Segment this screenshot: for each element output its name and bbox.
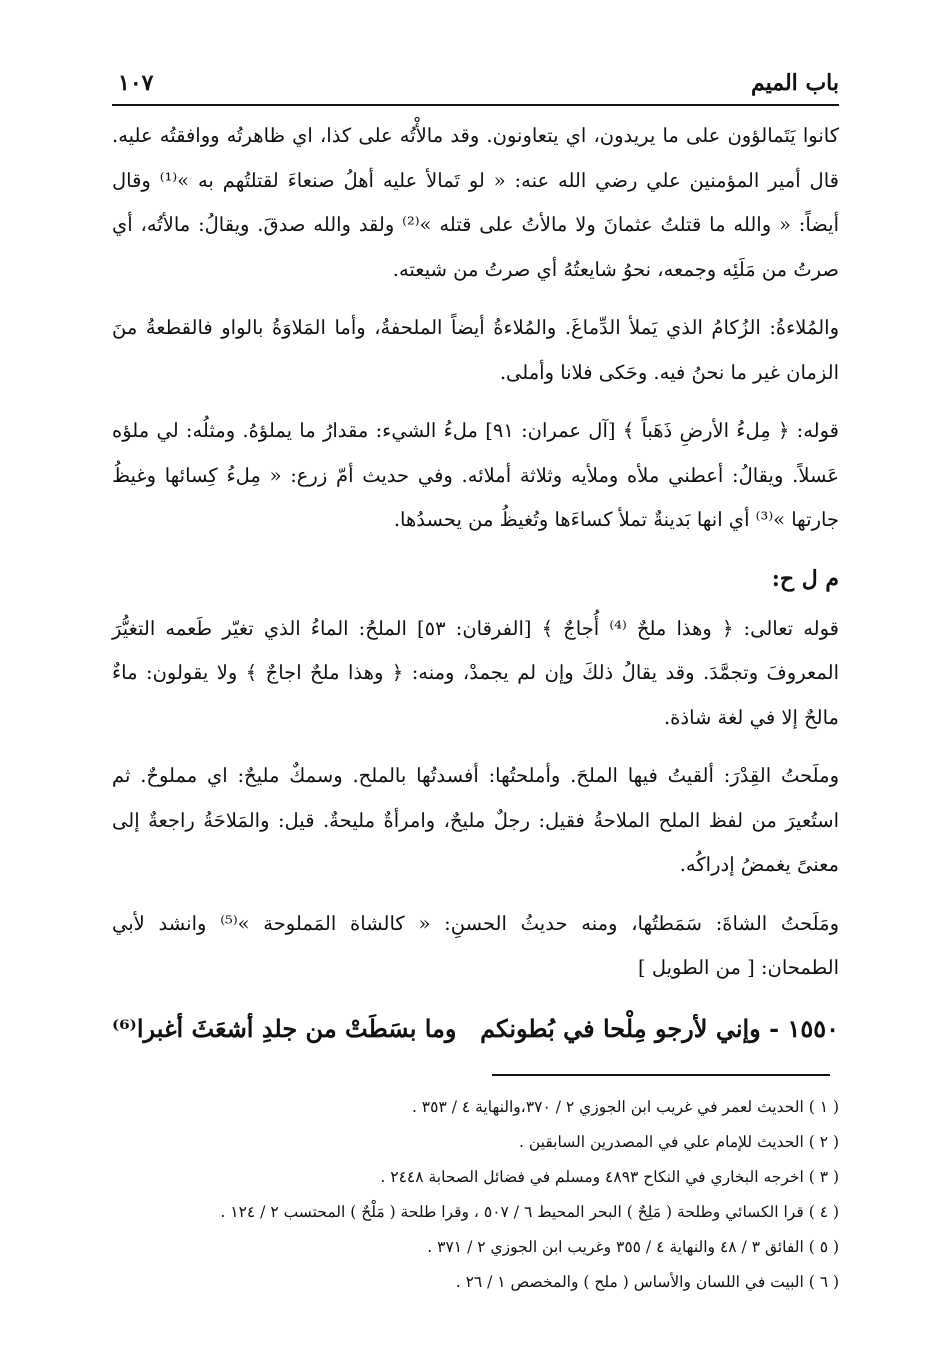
footnotes bbox=[112, 1090, 839, 1300]
paragraph: قوله: ﴿ مِلءُ الأرضِ ذَهَباً ﴾ [آل عمران: ٩١] ملءُ الشيء: مقدارُ ما يملؤهُ. ومثلُه: لي ملؤه عَسلاً. ويقالُ: أعطني ملأه وملأيه وثلاثة أملائه. وفي حديث أمّ زرع: « مِلءُ كِسائها وغيظُ جارتها »⁽³⁾ أي انها بَدينةٌ تملأ كساءَها وتُغيظُ من يحسدُها. bbox=[112, 419, 839, 531]
paragraph: قوله تعالى: ﴿ وهذا ملحٌ ⁽⁴⁾ أُجاجٌ ﴾ [الفرقان: ٥٣] الملحُ: الماءُ الذي تغيّر طَعمه التغيُّرَ المعروفَ وتجمَّدَ. وقد يقالُ ذلكَ وإن لم يجمدْ، ومنه: ﴿ وهذا ملحٌ اجاجٌ ﴾ ولا يقولون: ماءٌ مالحٌ إلا في لغة شاذة. bbox=[112, 616, 839, 729]
footnote: ( ٥ ) الفائق ٣ / ٤٨ والنهاية ٤ / ٣٥٥ وغريب ابن الجوزي ٢ / ٣٧١ . bbox=[427, 1238, 839, 1256]
main-text bbox=[112, 114, 839, 1053]
footnote: ( ٢ ) الحديث للإمام علي في المصدرين السابقين . bbox=[518, 1133, 839, 1151]
page-number: ١٠٧ bbox=[118, 70, 154, 96]
verse-hemistich-2: وما بسَطَتْ من جلدِ أشعَثَ أغبرا⁽⁶⁾ bbox=[112, 1013, 457, 1043]
footnote: ( ٣ ) اخرجه البخاري في النكاح ٤٨٩٣ ومسلم في فضائل الصحابة ٢٤٤٨ . bbox=[380, 1168, 839, 1186]
paragraph: وملَحتُ القِدْرَ: ألقيتُ فيها الملحَ. وأملحتُها: أفسدتُها بالملح. وسمكٌ مليحٌ: اي مملوحٌ. ثم استُعيرَ من لفظ الملح الملاحةُ فقيل: رجلٌ مليحٌ، وامرأةٌ مليحةٌ. قيل: والمَلاحَةُ راجعةٌ إلى معنىً يغمضُ إدراكُه. bbox=[112, 764, 839, 876]
verse-hemistich-1: ١٥٥٠ - وإني لأرجو مِلْحا في بُطونكم bbox=[480, 1013, 839, 1043]
footnote: ( ٦ ) البيت في اللسان والأساس ( ملح ) والمخصص ١ / ٢٦ . bbox=[455, 1273, 839, 1291]
paragraph: كانوا يَتَمالؤون على ما يريدون، اي يتعاونون. وقد مالأْتُه على كذا، اي ظاهرتُه ووافقتُه عليه. قال أمير المؤمنين علي رضي الله عنه: « لو تَمالأ عليه أهلُ صنعاءَ لقتلتُهم به »⁽¹⁾ وقال أيضاً: « والله ما قتلتُ عثمانَ ولا مالأتُ على قتله »⁽²⁾ ولقد والله صدقَ. ويقالُ: مالأتُه، أي صرتُ من مَلَئِه وجمعه، نحوُ شايعتُهُ أي صرتُ من شيعته. bbox=[112, 124, 840, 281]
header-rule bbox=[112, 104, 839, 106]
footnote: ( ١ ) الحديث لعمر في غريب ابن الجوزي ٢ / ٣٧٠،والنهاية ٤ / ٣٥٣ . bbox=[411, 1098, 839, 1116]
poetry-verse bbox=[112, 1005, 839, 1053]
section-heading: م ل ح: bbox=[771, 565, 839, 592]
paragraph: ومَلَحتُ الشاةَ: سَمَطتُها، ومنه حديثُ الحسنِ: « كالشاة المَملوحة »⁽⁵⁾ وانشد لأبي الطمحان: [ من الطويل ] bbox=[112, 911, 839, 979]
chapter-title: باب الميم bbox=[750, 70, 839, 96]
footnote: ( ٤ ) قرا الكسائي وطلحة ( مَلِحٌ ) البحر المحيط ٦ / ٥٠٧ ، وقرا طلحة ( مَلْحٌ ) المحتسب ٢ / ١٢٤ . bbox=[220, 1203, 839, 1221]
footnote-rule bbox=[492, 1074, 830, 1076]
paragraph: والمُلاءةُ: الزُكامُ الذي يَملأ الدِّماغَ. والمُلاءةُ أيضاً الملحفةُ، وأما المَلاوَةُ بالواو فالقطعةُ منَ الزمان غير ما نحنُ فيه. وحَكى فلانا وأملى. bbox=[112, 316, 839, 384]
running-header bbox=[118, 58, 839, 96]
